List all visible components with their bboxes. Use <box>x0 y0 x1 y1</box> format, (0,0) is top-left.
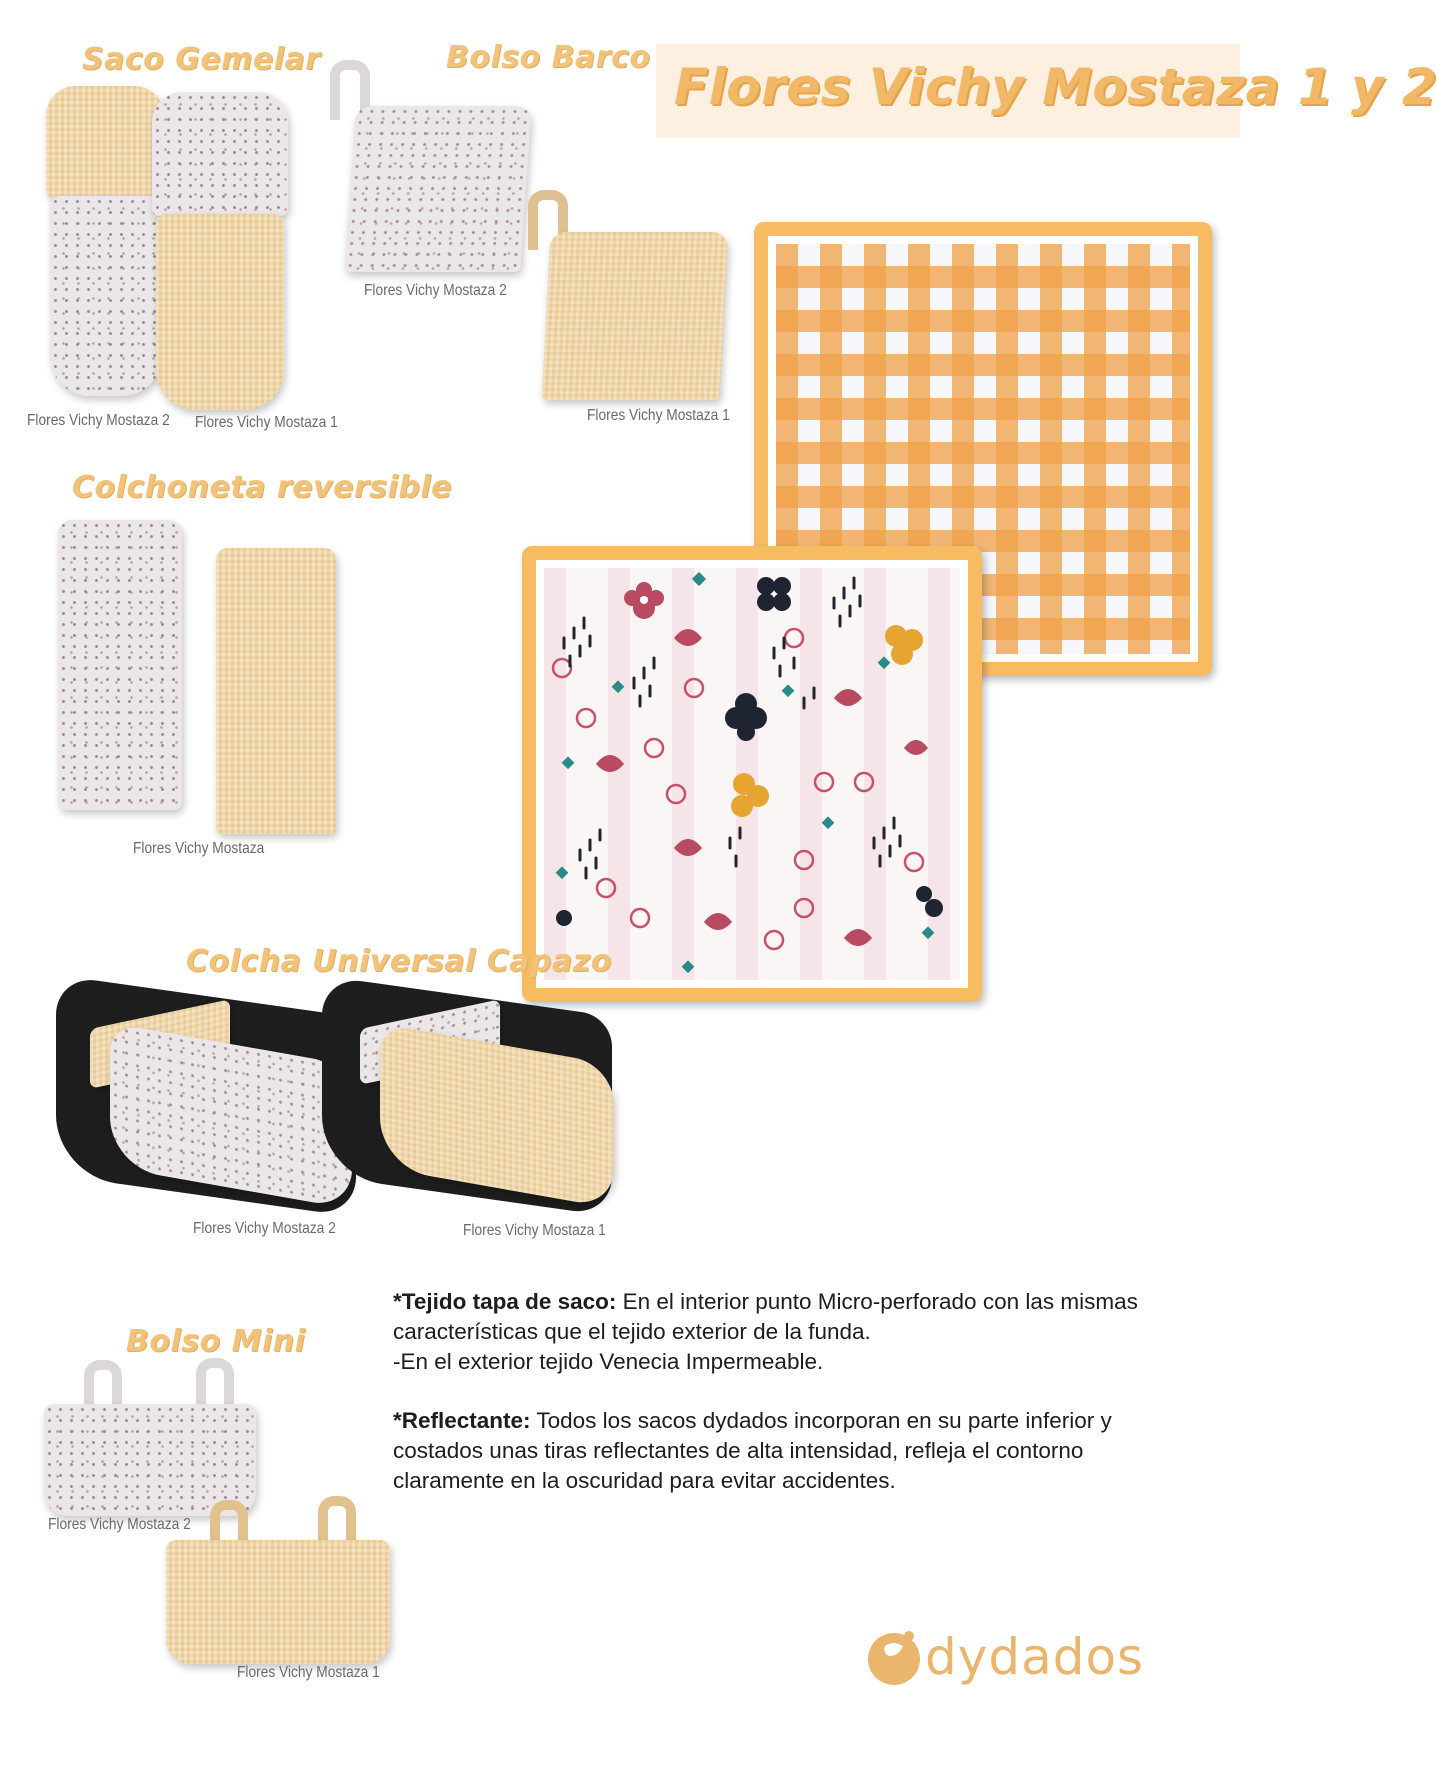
colchoneta-floral <box>58 520 182 810</box>
leaf-marks <box>556 572 935 973</box>
caption-saco-1: Flores Vichy Mostaza 1 <box>195 414 338 431</box>
reflectante-label: *Reflectante: <box>393 1408 531 1433</box>
section-title-colcha: Colcha Universal Capazo <box>186 944 612 979</box>
bolso-barco-body-ging <box>542 232 729 400</box>
floral-pattern <box>544 568 960 980</box>
caption-capazo-2: Flores Vichy Mostaza 2 <box>193 1220 336 1237</box>
caption-saco-2: Flores Vichy Mostaza 2 <box>27 412 170 429</box>
colchoneta-ging <box>216 548 336 834</box>
flower-icon <box>725 693 767 741</box>
saco-flap-ging <box>46 86 164 198</box>
tejido-label: *Tejido tapa de saco: <box>393 1289 617 1314</box>
logo-text: dydados <box>925 1628 1145 1686</box>
section-title-colchoneta: Colchoneta reversible <box>72 470 452 505</box>
bolso-barco-body-floral <box>344 106 532 272</box>
caption-barco-2: Flores Vichy Mostaza 2 <box>364 282 507 299</box>
floral-swatch <box>522 546 982 1002</box>
section-title-saco-gemelar: Saco Gemelar <box>82 42 321 77</box>
reflectante-text: Todos los sacos dydados incorporan en su parte inferior y costados unas tiras reflectantes de alta intensidad, refleja el contorno claramente en la oscuridad para evitar accidentes. <box>393 1408 1112 1493</box>
flower-icon <box>885 625 923 665</box>
saco-body-floral <box>50 196 162 396</box>
caption-colchoneta: Flores Vichy Mostaza <box>133 840 265 857</box>
header-banner <box>656 44 1437 138</box>
caption-mini-1: Flores Vichy Mostaza 1 <box>237 1664 380 1681</box>
logo-mark-icon <box>865 1626 923 1688</box>
section-title-bolso-barco: Bolso Barco <box>446 40 651 75</box>
bolso-mini-body-ging <box>166 1540 390 1664</box>
tejido-text: En el interior punto Micro-perforado con las mismas características que el tejido exterior de la funda. <box>393 1289 1138 1344</box>
flower-icon <box>757 577 791 611</box>
section-title-bolso-mini: Bolso Mini <box>126 1324 306 1359</box>
tejido-text-2: -En el exterior tejido Venecia Impermeable. <box>393 1349 824 1374</box>
saco-flap-floral <box>152 92 288 216</box>
description-reflectante <box>393 1406 1163 1496</box>
flower-icon <box>731 773 769 817</box>
dydados-logo <box>865 1626 1145 1692</box>
floral-fabric <box>544 568 960 980</box>
caption-mini-2: Flores Vichy Mostaza 2 <box>48 1516 191 1533</box>
caption-capazo-1: Flores Vichy Mostaza 1 <box>463 1222 606 1239</box>
description-tejido <box>393 1287 1163 1377</box>
caption-barco-1: Flores Vichy Mostaza 1 <box>587 407 730 424</box>
flower-icon <box>624 582 664 619</box>
saco-body-ging <box>156 214 284 410</box>
page-title: Flores Vichy Mostaza 1 y 2 <box>674 58 1437 116</box>
